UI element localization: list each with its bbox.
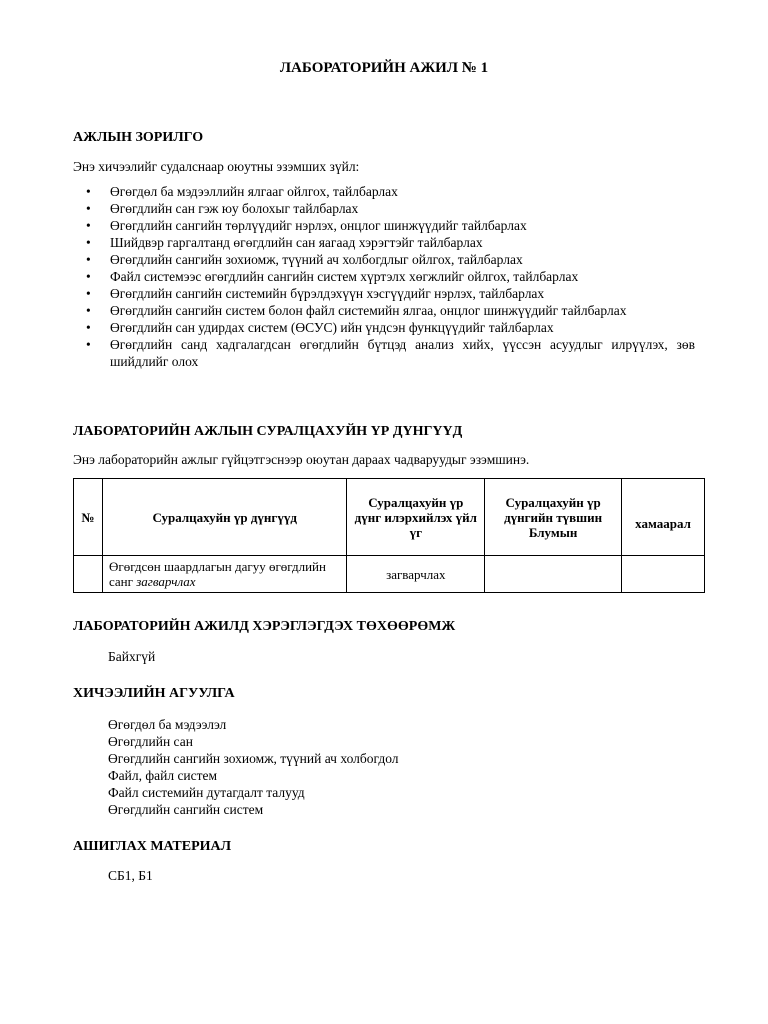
materials-heading: АШИГЛАХ МАТЕРИАЛ <box>73 839 232 854</box>
col-header-relation: хамаарал <box>622 479 705 556</box>
bullet-icon: • <box>86 235 91 250</box>
bullet-icon: • <box>86 269 91 284</box>
equipment-text: Байхгүй <box>108 649 156 664</box>
list-item <box>73 234 695 251</box>
list-item <box>73 251 695 268</box>
outcome-italic-text: загварчлах <box>136 574 196 589</box>
cell-bloom-level <box>485 556 622 593</box>
bullet-icon: • <box>86 184 91 199</box>
cell-outcome <box>102 556 346 593</box>
bullet-icon: • <box>86 286 91 301</box>
outcomes-table <box>73 478 705 593</box>
goal-item-text: Өгөгдлийн сан удирдах систем (ӨСУС) ийн үндсэн функцүүдийг тайлбарлах <box>110 320 554 335</box>
list-item: Файл системийн дутагдалт талууд <box>108 785 305 800</box>
col-header-verb: Суралцахуйн үр дүнг илэрхийлэх үйл үг <box>347 479 485 556</box>
col-header-number: № <box>74 479 103 556</box>
goal-item-text: Файл системээс өгөгдлийн сангийн систем хүртэлх хөгжлийг ойлгох, тайлбарлах <box>110 269 579 284</box>
table-row <box>74 556 705 593</box>
bullet-icon: • <box>86 201 91 216</box>
goal-item-text: Өгөгдлийн сангийн систем болон файл системийн ялгаа, онцлог шинжүүдийг тайлбарлах <box>110 303 627 318</box>
content-list <box>108 716 399 818</box>
goal-item-text: Өгөгдлийн сангийн төрлүүдийг нэрлэх, онцлог шинжүүдийг тайлбарлах <box>110 218 527 233</box>
list-item: Өгөгдлийн сан <box>108 734 193 749</box>
materials-text: СБ1, Б1 <box>108 868 153 883</box>
goal-item-text: Өгөгдөл ба мэдээллийн ялгааг ойлгох, тайлбарлах <box>110 184 398 199</box>
list-item: Өгөгдлийн сангийн зохиомж, түүний ач холбогдол <box>108 751 399 766</box>
goal-list <box>73 183 695 370</box>
cell-number <box>74 556 103 593</box>
list-item <box>73 217 695 234</box>
list-item: Файл, файл систем <box>108 768 218 783</box>
outcomes-heading: ЛАБОРАТОРИЙН АЖЛЫН СУРАЛЦАХУЙН ҮР ДҮНГҮҮД <box>73 424 463 439</box>
col-header-bloom-level: Суралцахуйн үр дүнгийн түвшин Блумын <box>485 479 622 556</box>
document-title: ЛАБОРАТОРИЙН АЖИЛ № 1 <box>279 60 489 76</box>
list-item <box>73 319 695 336</box>
table-header-row <box>74 479 705 556</box>
list-item <box>73 183 695 200</box>
bullet-icon: • <box>86 252 91 267</box>
bullet-icon: • <box>86 218 91 233</box>
bullet-icon: • <box>86 320 91 335</box>
goal-item-text: Өгөгдлийн сангийн системийн бүрэлдэхүүн хэсгүүдийг нэрлэх, тайлбарлах <box>110 286 545 301</box>
bullet-icon: • <box>86 303 91 318</box>
goal-heading: АЖЛЫН ЗОРИЛГО <box>73 130 204 145</box>
equipment-heading: ЛАБОРАТОРИЙН АЖИЛД ХЭРЭГЛЭГДЭХ ТӨХӨӨРӨМЖ <box>73 619 456 634</box>
col-header-outcomes: Суралцахуйн үр дүнгүүд <box>102 479 346 556</box>
list-item <box>73 336 695 370</box>
cell-verb: загварчлах <box>347 556 485 593</box>
goal-item-text: Өгөгдлийн сангийн зохиомж, түүний ач холбогдлыг ойлгох, тайлбарлах <box>110 252 523 267</box>
list-item <box>73 302 695 319</box>
bullet-icon: • <box>86 337 91 352</box>
cell-relation <box>622 556 705 593</box>
goal-item-text: Өгөгдлийн сан гэж юу болохыг тайлбарлах <box>110 201 359 216</box>
goal-intro: Энэ хичээлийг судалснаар оюутны эзэмших зүйл: <box>73 159 360 174</box>
outcomes-intro: Энэ лабораторийн ажлыг гүйцэтгэснээр оюутан дараах чадваруудыг эзэмшинэ. <box>73 452 530 467</box>
list-item: Өгөгдөл ба мэдээлэл <box>108 717 227 732</box>
list-item <box>73 200 695 217</box>
list-item <box>73 285 695 302</box>
list-item <box>73 268 695 285</box>
content-heading: ХИЧЭЭЛИЙН АГУУЛГА <box>73 686 235 701</box>
list-item: Өгөгдлийн сангийн систем <box>108 802 264 817</box>
goal-item-text: Өгөгдлийн санд хадгалагдсан өгөгдлийн бүтцэд анализ хийх, үүссэн асуудлыг илрүүлэх, зөв шийдлийг олох <box>110 337 695 369</box>
goal-item-text: Шийдвэр гаргалтанд өгөгдлийн сан яагаад хэрэгтэйг тайлбарлах <box>110 235 483 250</box>
outcome-text: Өгөгдсөн шаардлагын дагуу өгөгдлийн санг <box>108 559 326 589</box>
